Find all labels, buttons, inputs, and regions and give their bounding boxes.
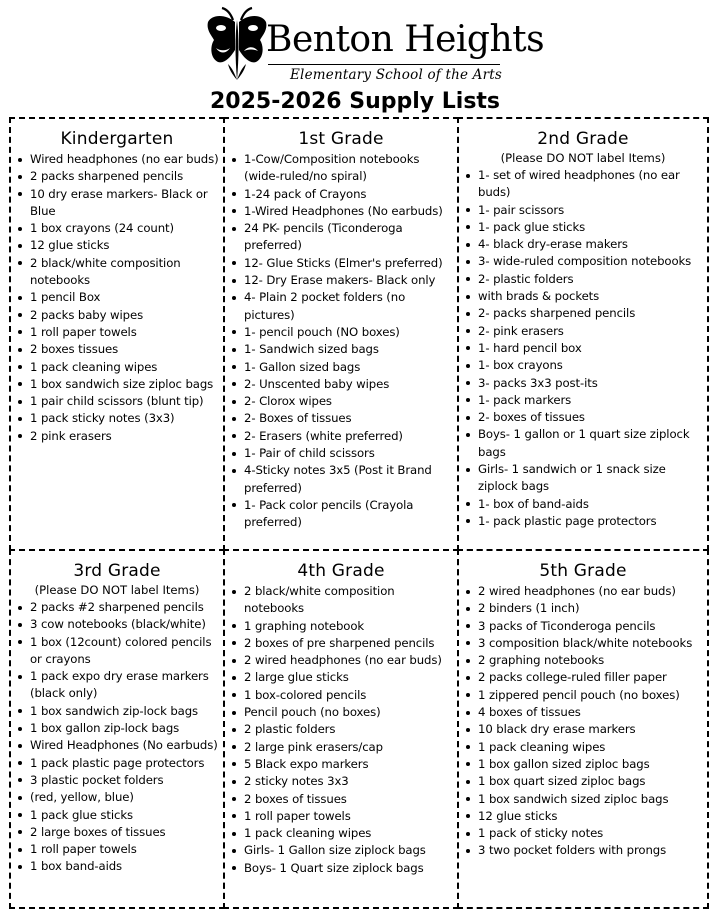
school-name: Benton Heights <box>266 19 545 60</box>
supply-item: 1 box gallon zip-lock bags <box>11 720 223 737</box>
supply-item: 3 packs of Ticonderoga pencils <box>459 618 707 635</box>
supply-item: 2 packs sharpened pencils <box>11 168 223 185</box>
supply-item: 10 dry erase markers- Black or Blue <box>11 186 223 221</box>
supply-item: 1 box-colored pencils <box>225 687 457 704</box>
page-title: 2025-2026 Supply Lists <box>209 89 501 114</box>
fifth-grade-section <box>457 549 709 909</box>
grade-title: 1st Grade <box>298 129 384 149</box>
supply-item: 1- set of wired headphones (no ear buds) <box>459 167 707 202</box>
supply-item: 1 pack sticky notes (3x3) <box>11 410 223 427</box>
supply-item: 2- boxes of tissues <box>459 409 707 426</box>
supply-item: 1 pack cleaning wipes <box>225 825 457 842</box>
school-subtitle: Elementary School of the Arts <box>290 67 503 83</box>
supply-item: 3 two pocket folders with prongs <box>459 842 707 859</box>
supply-item: 1-Wired Headphones (No earbuds) <box>225 203 457 220</box>
third-grade-section <box>9 549 225 909</box>
supply-item: 1- Pack color pencils (Crayola preferred) <box>225 497 457 532</box>
supply-item: 2 black/white composition notebooks <box>11 255 223 290</box>
supply-item: 2- Erasers (white preferred) <box>225 428 457 445</box>
supply-item: 2- packs sharpened pencils <box>459 305 707 322</box>
supply-item: Boys- 1 gallon or 1 quart size ziplock bags <box>459 426 707 461</box>
supply-item: 4- Plain 2 pocket folders (no pictures) <box>225 289 457 324</box>
supply-list <box>225 583 457 877</box>
first-grade-section <box>223 117 459 551</box>
supply-list <box>11 599 223 876</box>
supply-item: 1 box sandwich size ziploc bags <box>11 376 223 393</box>
supply-item: 24 PK- pencils (Ticonderoga preferred) <box>225 220 457 255</box>
supply-item: 1- hard pencil box <box>459 340 707 357</box>
supply-item: 2 black/white composition notebooks <box>225 583 457 618</box>
supply-item: 1 pack cleaning wipes <box>11 359 223 376</box>
supply-item: 1- box crayons <box>459 357 707 374</box>
supply-item: 3 cow notebooks (black/white) <box>11 616 223 633</box>
grade-note: (Please DO NOT label Items) <box>34 583 200 597</box>
supply-item: 1 box sandwich zip-lock bags <box>11 703 223 720</box>
supply-item: 2- pink erasers <box>459 323 707 340</box>
supply-item: 1 pack plastic page protectors <box>11 755 223 772</box>
supply-item: 3 plastic pocket folders <box>11 772 223 789</box>
supply-item: 5 Black expo markers <box>225 756 457 773</box>
supply-item: 4- black dry-erase makers <box>459 236 707 253</box>
supply-item: 2 plastic folders <box>225 721 457 738</box>
supply-item: 2 graphing notebooks <box>459 652 707 669</box>
grade-note: (Please DO NOT label Items) <box>500 151 666 165</box>
supply-item: 1-Cow/Composition notebooks (wide-ruled/no spiral) <box>225 151 457 186</box>
supply-item: 2 binders (1 inch) <box>459 600 707 617</box>
supply-item: 2 pink erasers <box>11 428 223 445</box>
butterfly-masks-logo-icon <box>206 6 268 82</box>
grade-title: 3rd Grade <box>73 561 161 581</box>
supply-item: 1 pack glue sticks <box>11 807 223 824</box>
supply-item: 1- Sandwich sized bags <box>225 341 457 358</box>
grade-title: Kindergarten <box>60 129 174 149</box>
supply-item: 2- Unscented baby wipes <box>225 376 457 393</box>
supply-item: 2 large pink erasers/cap <box>225 739 457 756</box>
supply-item: 2 packs #2 sharpened pencils <box>11 599 223 616</box>
supply-item: 1 pack of sticky notes <box>459 825 707 842</box>
supply-item: Girls- 1 sandwich or 1 snack size ziplock bags <box>459 461 707 496</box>
supply-item: 1 roll paper towels <box>225 808 457 825</box>
supply-item: (red, yellow, blue) <box>11 789 223 806</box>
supply-item: 1- pack markers <box>459 392 707 409</box>
supply-list <box>459 583 707 860</box>
supply-item: 2 packs college-ruled filler paper <box>459 669 707 686</box>
supply-item: 2 boxes tissues <box>11 341 223 358</box>
supply-item: 3 composition black/white notebooks <box>459 635 707 652</box>
supply-item: 1 graphing notebook <box>225 618 457 635</box>
supply-item: 2- Boxes of tissues <box>225 410 457 427</box>
supply-list <box>459 167 707 530</box>
supply-item: 1 pack expo dry erase markers (black only) <box>11 668 223 703</box>
supply-item: 1- pair scissors <box>459 202 707 219</box>
supply-item: 2 large boxes of tissues <box>11 824 223 841</box>
supply-item: 1-24 pack of Crayons <box>225 186 457 203</box>
supply-item: 1 box quart sized ziploc bags <box>459 773 707 790</box>
supply-item: Wired Headphones (No earbuds) <box>11 737 223 754</box>
supply-item: 1 roll paper towels <box>11 324 223 341</box>
supply-item: 1 pack cleaning wipes <box>459 739 707 756</box>
second-grade-section <box>457 117 709 551</box>
supply-item: with brads & pockets <box>459 288 707 305</box>
supply-item: 1 pencil Box <box>11 289 223 306</box>
supply-item: 2- plastic folders <box>459 271 707 288</box>
supply-item: 1- pencil pouch (NO boxes) <box>225 324 457 341</box>
supply-item: 2 boxes of pre sharpened pencils <box>225 635 457 652</box>
supply-item: Pencil pouch (no boxes) <box>225 704 457 721</box>
fourth-grade-section <box>223 549 459 909</box>
supply-item: 1 zippered pencil pouch (no boxes) <box>459 687 707 704</box>
supply-grid <box>9 117 709 909</box>
grade-title: 4th Grade <box>297 561 385 581</box>
supply-item: 1- pack plastic page protectors <box>459 513 707 530</box>
supply-item: 2 wired headphones (no ear buds) <box>225 652 457 669</box>
kindergarten-section <box>9 117 225 551</box>
supply-item: 3- wide-ruled composition notebooks <box>459 253 707 270</box>
supply-item: 1 box band-aids <box>11 858 223 875</box>
supply-item: 1 pair child scissors (blunt tip) <box>11 393 223 410</box>
supply-item: 1 box sandwich sized ziploc bags <box>459 791 707 808</box>
supply-item: 12 glue sticks <box>11 237 223 254</box>
supply-item: 4 boxes of tissues <box>459 704 707 721</box>
supply-item: 1- box of band-aids <box>459 496 707 513</box>
supply-item: 12- Glue Sticks (Elmer's preferred) <box>225 255 457 272</box>
supply-item: 1- Pair of child scissors <box>225 445 457 462</box>
supply-item: Girls- 1 Gallon size ziplock bags <box>225 842 457 859</box>
supply-item: 3- packs 3x3 post-its <box>459 375 707 392</box>
supply-item: Boys- 1 Quart size ziplock bags <box>225 860 457 877</box>
grade-title: 2nd Grade <box>537 129 629 149</box>
supply-item: 1- pack glue sticks <box>459 219 707 236</box>
supply-item: 2- Clorox wipes <box>225 393 457 410</box>
supply-item: 1- Gallon sized bags <box>225 359 457 376</box>
supply-list <box>11 151 223 445</box>
supply-list <box>225 151 457 532</box>
supply-item: 1 box crayons (24 count) <box>11 220 223 237</box>
supply-item: 2 wired headphones (no ear buds) <box>459 583 707 600</box>
supply-item: 1 box gallon sized ziploc bags <box>459 756 707 773</box>
supply-item: 4-Sticky notes 3x5 (Post it Brand preferred) <box>225 462 457 497</box>
header <box>0 0 710 118</box>
grade-title: 5th Grade <box>539 561 627 581</box>
supply-item: 12 glue sticks <box>459 808 707 825</box>
school-name-divider <box>268 64 500 65</box>
supply-item: Wired headphones (no ear buds) <box>11 151 223 168</box>
supply-item: 1 roll paper towels <box>11 841 223 858</box>
supply-item: 2 boxes of tissues <box>225 791 457 808</box>
supply-item: 10 black dry erase markers <box>459 721 707 738</box>
supply-item: 2 sticky notes 3x3 <box>225 773 457 790</box>
supply-item: 12- Dry Erase makers- Black only <box>225 272 457 289</box>
supply-item: 1 box (12count) colored pencils or crayons <box>11 634 223 669</box>
supply-item: 2 large glue sticks <box>225 669 457 686</box>
supply-item: 2 packs baby wipes <box>11 307 223 324</box>
